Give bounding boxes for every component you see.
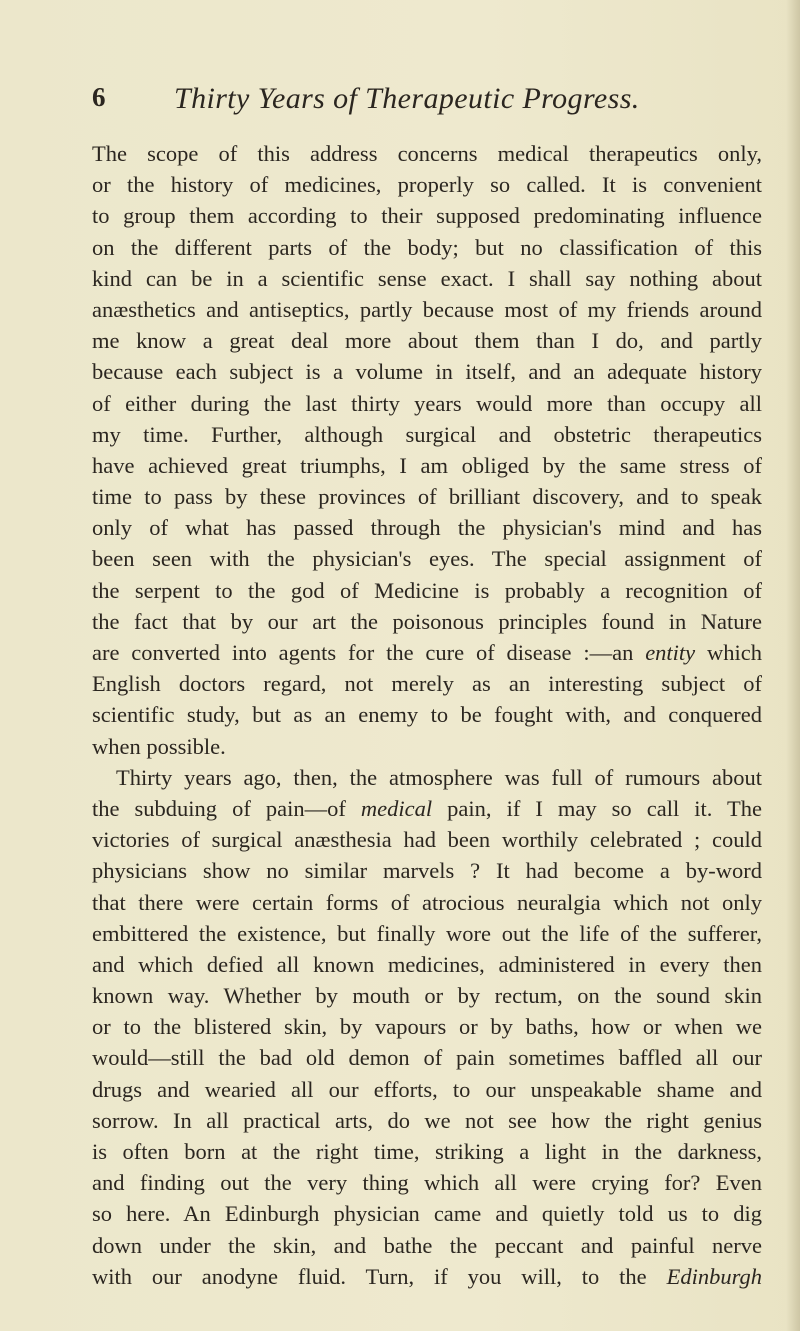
text-line: kind can be in a scientific sense exact. I shall say nothing about <box>92 265 762 291</box>
text-line: English doctors regard, not merely as an interesting subject of <box>92 671 762 697</box>
text-run: are converted into agents for the cure of disease :—an <box>92 640 646 665</box>
text-line: down under the skin, and bathe the peccant and painful nerve <box>92 1232 762 1258</box>
text-run: the subduing of pain—of <box>92 795 361 821</box>
italic-word: Edinburgh <box>666 1263 762 1289</box>
text-line: victories of surgical anæsthesia had been worthily celebrated ; could <box>92 827 762 853</box>
text-line: and finding out the very thing which all were crying for? Even <box>92 1170 762 1196</box>
text-line: only of what has passed through the physician's mind and has <box>92 515 762 541</box>
text-line: on the different parts of the body; but no classification of this <box>92 234 762 260</box>
text-line: me know a great deal more about them than I do, and partly <box>92 328 762 354</box>
text-line: drugs and wearied all our efforts, to our unspeakable shame and <box>92 1076 762 1102</box>
text-run: with our anodyne fluid. Turn, if you will, to the <box>92 1263 667 1289</box>
text-line: have achieved great triumphs, I am obliged by the same stress of <box>92 452 762 478</box>
text-line: would—still the bad old demon of pain sometimes baffled all our <box>92 1045 762 1071</box>
page-header <box>92 82 762 122</box>
text-run: which <box>695 640 762 665</box>
text-line: that there were certain forms of atrocious neuralgia which not only <box>92 889 762 915</box>
text-line: or the history of medicines, properly so called. It is convenient <box>92 172 762 198</box>
text-line: Thirty years ago, then, the atmosphere was full of rumours about <box>116 764 762 790</box>
text-line: anæsthetics and antiseptics, partly because most of my friends around <box>92 296 762 322</box>
text-line <box>92 793 762 824</box>
text-line: or to the blistered skin, by vapours or by baths, how or when we <box>92 1014 762 1040</box>
italic-word: entity <box>645 640 696 665</box>
text-line: time to pass by these provinces of brilliant discovery, and to speak <box>92 484 762 510</box>
text-line: scientific study, but as an enemy to be fought with, and conquered <box>92 702 762 728</box>
page-edge-shadow <box>786 0 800 1331</box>
text-line: the serpent to the god of Medicine is probably a recognition of <box>92 577 762 603</box>
text-run: pain, if I may so call it. The <box>432 795 762 821</box>
text-line: The scope of this address concerns medical therapeutics only, <box>92 141 762 166</box>
body-text <box>92 138 762 1292</box>
text-line <box>92 1261 762 1292</box>
running-title: Thirty Years of Therapeutic Progress. <box>174 82 640 115</box>
text-line: of either during the last thirty years would more than occupy all <box>92 390 762 416</box>
text-line: when possible. <box>92 733 226 759</box>
page-number: 6 <box>92 82 106 112</box>
text-line: to group them according to their supposed predominating influence <box>92 203 762 229</box>
text-line: the fact that by our art the poisonous principles found in Nature <box>92 608 762 634</box>
text-line <box>92 637 762 668</box>
italic-word: medical <box>360 795 433 821</box>
text-line: known way. Whether by mouth or by rectum, on the sound skin <box>92 983 762 1009</box>
text-line: sorrow. In all practical arts, do we not see how the right genius <box>92 1107 762 1133</box>
text-line: because each subject is a volume in itself, and an adequate history <box>92 359 762 385</box>
text-line: my time. Further, although surgical and obstetric therapeutics <box>92 421 762 447</box>
text-line: so here. An Edinburgh physician came and quietly told us to dig <box>92 1201 762 1227</box>
text-line: is often born at the right time, striking a light in the darkness, <box>92 1139 762 1164</box>
text-line: embittered the existence, but finally wore out the life of the sufferer, <box>92 920 762 946</box>
text-line: and which defied all known medicines, administered in every then <box>92 951 762 977</box>
text-line: physicians show no similar marvels ? It had become a by-word <box>92 858 762 884</box>
text-line: been seen with the physician's eyes. The special assignment of <box>92 546 762 572</box>
